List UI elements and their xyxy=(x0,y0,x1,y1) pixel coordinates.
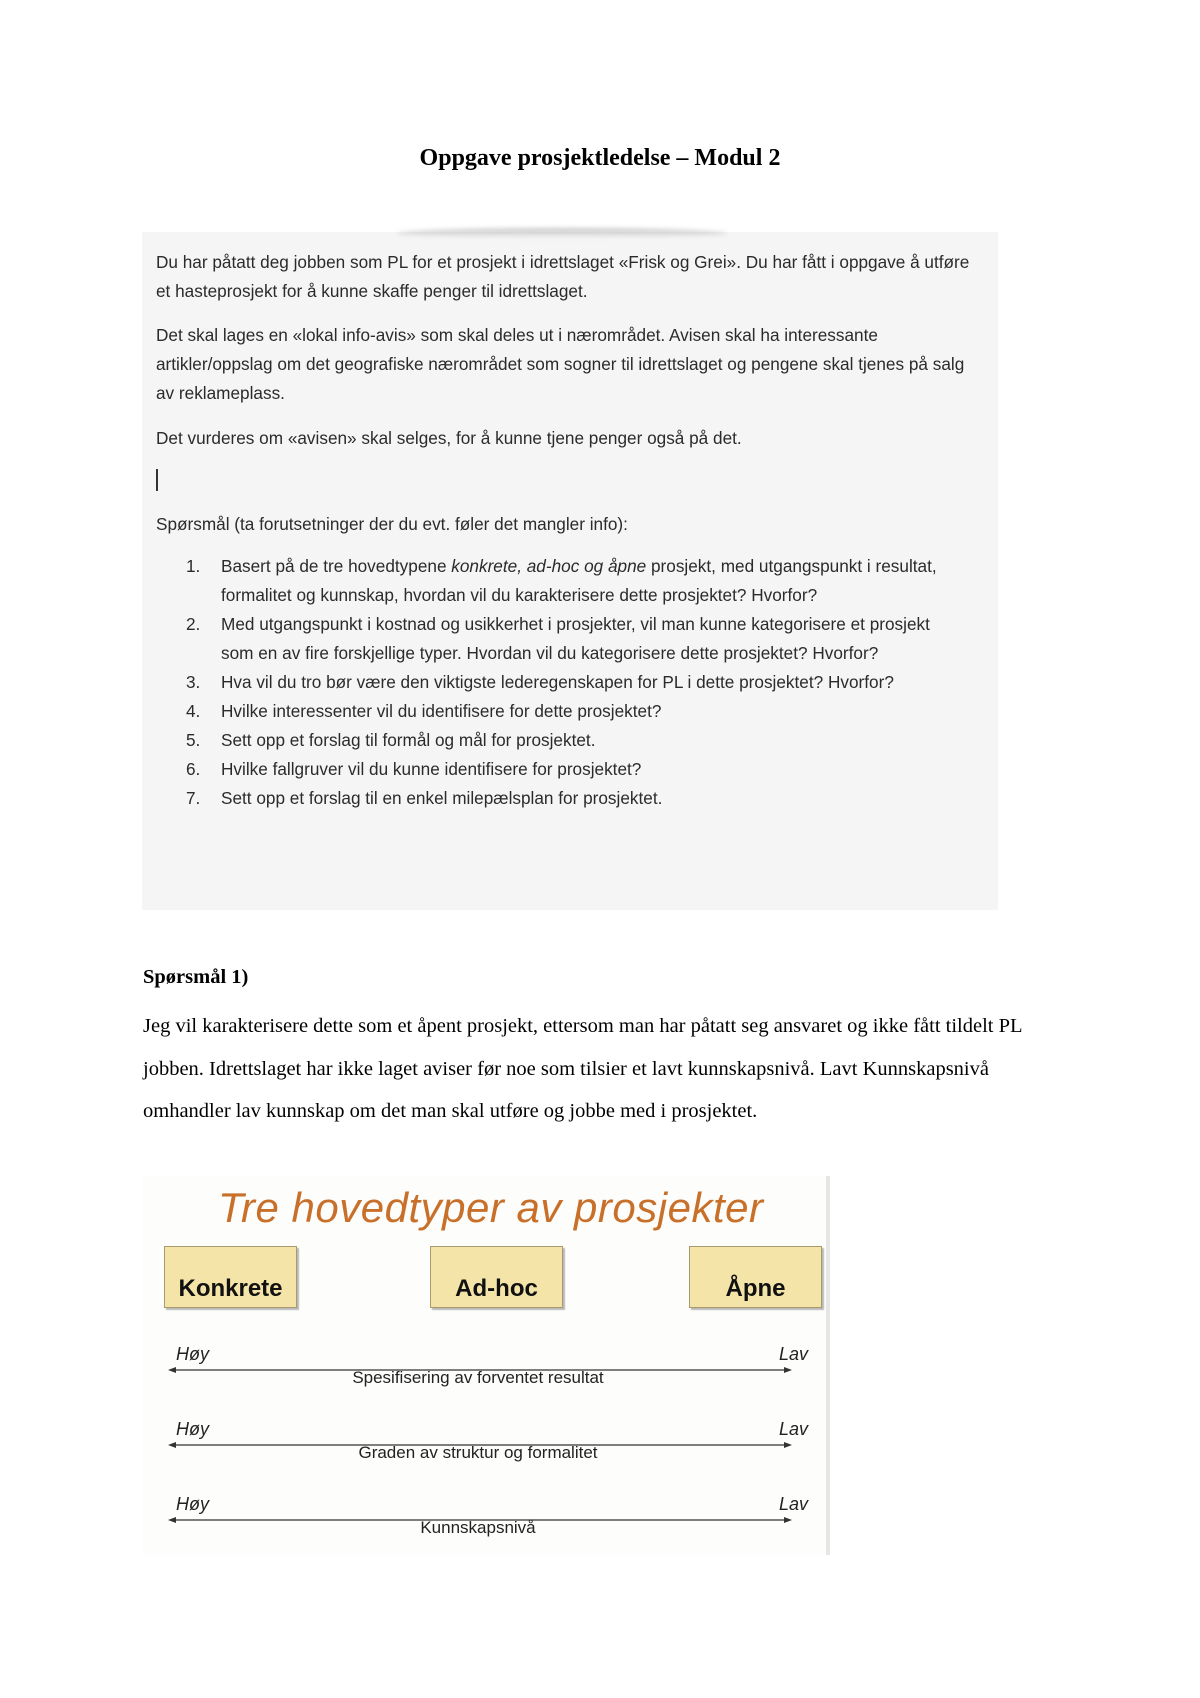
question-item xyxy=(142,784,941,813)
slide-title: Tre hovedtyper av prosjekter xyxy=(218,1184,764,1231)
question-number: 1. xyxy=(186,556,201,576)
question-text-prefix: Basert på de tre hovedtypene xyxy=(221,556,452,576)
question-text: Hva vil du tro bør være den viktigste lederegenskapen for PL i dette prosjektet? Hvorfor? xyxy=(221,672,894,692)
scale-low-label: Lav xyxy=(778,1344,808,1364)
question-item xyxy=(142,610,941,668)
question-number: 5. xyxy=(186,730,201,750)
text-cursor xyxy=(156,469,158,491)
scale-knowledge-level xyxy=(168,1494,813,1544)
scale-caption: Kunnskapsnivå xyxy=(420,1518,536,1537)
question-number: 4. xyxy=(186,701,201,721)
question-text: Sett opp et forslag til formål og mål for prosjektet. xyxy=(221,730,596,750)
question-text: Sett opp et forslag til en enkel milepælsplan for prosjektet. xyxy=(221,788,663,808)
assignment-paragraph-1: Du har påtatt deg jobben som PL for et prosjekt i idrettslaget «Frisk og Grei». Du har fått i oppgave å utføre et hasteprosjekt for å kunne skaffe penger til idrettslaget. xyxy=(156,252,970,301)
assignment-paragraph-2: Det skal lages en «lokal info-avis» som skal deles ut i nærområdet. Avisen skal ha interessante artikler/oppslag om det geografiske nærområdet som sogner til idrettslaget og pengene skal tjenes på salg av reklameplass. xyxy=(156,325,965,403)
scale-high-label: Høy xyxy=(176,1344,209,1364)
scale-structure-formality xyxy=(168,1419,813,1469)
question-item xyxy=(142,552,941,610)
question-number: 7. xyxy=(186,788,201,808)
answer-heading: Spørsmål 1) xyxy=(143,966,249,988)
scale-result-specification xyxy=(168,1344,813,1394)
question-item xyxy=(142,668,941,697)
question-text: Hvilke interessenter vil du identifisere for dette prosjektet? xyxy=(221,701,662,721)
scale-high-label: Høy xyxy=(176,1494,209,1514)
questions-list xyxy=(142,552,998,813)
screenshot-shadow xyxy=(397,228,727,238)
question-item xyxy=(142,697,941,726)
question-item xyxy=(142,755,941,784)
scale-high-label: Høy xyxy=(176,1419,209,1439)
questions-intro: Spørsmål (ta forutsetninger der du evt. føler det mangler info): xyxy=(156,514,628,534)
question-text-suffix: prosjekt, med utgangspunkt i resultat, formalitet og kunnskap, hvordan vil du karakterisere dette prosjektet? Hvorfor? xyxy=(221,556,937,605)
answer-text: Jeg vil karakterisere dette som et åpent prosjekt, ettersom man har påtatt seg ansvaret og ikke fått tildelt PL jobben. Idrettslaget har ikke laget aviser før noe som tilsier et lavt kunnskapsnivå. Lavt Kunnskapsnivå omhandler lav kunnskap om det man skal utføre og jobbe med i prosjektet. xyxy=(143,1015,1022,1122)
scale-caption: Graden av struktur og formalitet xyxy=(358,1443,598,1462)
question-text: Med utgangspunkt i kostnad og usikkerhet i prosjekter, vil man kunne kategorisere et prosjekt som en av fire forskjellige typer. Hvordan vil du kategorisere dette prosjektet? Hvorfor? xyxy=(221,614,930,663)
scale-low-label: Lav xyxy=(778,1419,808,1439)
question-text: Hvilke fallgruver vil du kunne identifisere for prosjektet? xyxy=(221,759,642,779)
document-title: Oppgave prosjektledelse – Modul 2 xyxy=(419,145,781,171)
type-box-konkrete: Konkrete xyxy=(164,1246,297,1308)
question-number: 6. xyxy=(186,759,201,779)
question-item xyxy=(142,726,941,755)
assignment-screenshot xyxy=(142,232,998,910)
question-number: 2. xyxy=(186,614,201,634)
assignment-paragraph-3: Det vurderes om «avisen» skal selges, for å kunne tjene penger også på det. xyxy=(156,428,742,448)
project-types-slide xyxy=(143,1176,830,1555)
question-text-italic: konkrete, ad-hoc og åpne xyxy=(451,556,647,576)
scale-low-label: Lav xyxy=(778,1494,808,1514)
question-number: 3. xyxy=(186,672,201,692)
type-box-apne: Åpne xyxy=(689,1246,822,1308)
type-box-ad-hoc: Ad-hoc xyxy=(430,1246,563,1308)
scale-caption: Spesifisering av forventet resultat xyxy=(352,1368,604,1387)
